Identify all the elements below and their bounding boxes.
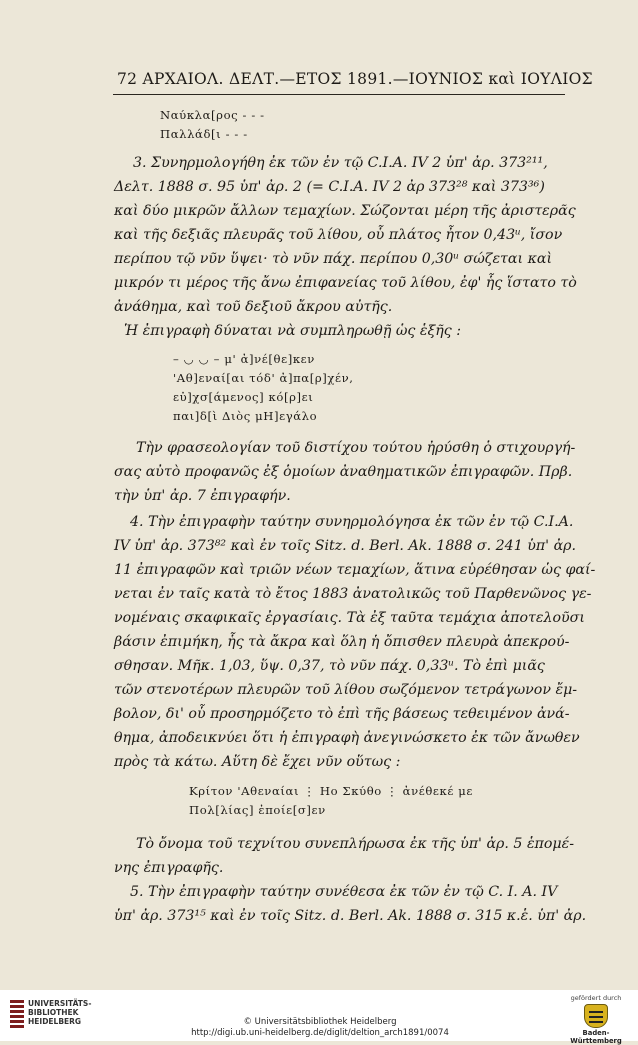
text-line: πρὸς τὰ κάτω. Αὕτη δὲ ἔχει νῦν οὕτως : bbox=[114, 754, 401, 770]
inscription-line: Πολ[λίας] ἐποίε[σ]εν bbox=[189, 803, 326, 817]
text-line: μικρόν τι μέρος τῆς ἄνω ἐπιφανείας τοῦ λίθου, ἐφ' ἧς ἵστατο τὸ bbox=[114, 275, 577, 291]
library-logo bbox=[10, 996, 98, 1036]
copyright-notice: © Universitätsbibliothek Heidelberg bbox=[243, 1017, 397, 1027]
text-line: καὶ τῆς δεξιᾶς πλευρᾶς τοῦ λίθου, οὗ πλάτος ἦτον 0,43ᵘ, ἴσον bbox=[114, 227, 563, 243]
digitization-footer bbox=[0, 990, 638, 1045]
library-name-line: HEIDELBERG bbox=[28, 1017, 82, 1026]
text-line: βάσιν ἐπιμήκη, ἧς τὰ ἄκρα καὶ ὅλη ἡ ὄπισθεν πλευρὰ ἀπεκρού- bbox=[114, 634, 570, 650]
inscription-line: Παλλάδ[ι - - - bbox=[160, 127, 248, 141]
text-line: θημα, ἀποδεικνύει ὅτι ἡ ἐπιγραφὴ ἀνεγινώσκετο ἐκ τῶν ἄνωθεν bbox=[114, 730, 580, 746]
inscription-line: παι]δ[ὶ Διὸς μΗ]εγάλο bbox=[173, 409, 318, 423]
state-crest-icon bbox=[584, 1004, 608, 1028]
inscription-line: – ◡ ◡ – μ' ἀ]νέ[θε]κεν bbox=[173, 352, 315, 366]
text-line: βολον, δι' οὗ προσηρμόζετο τὸ ἐπὶ τῆς βάσεως τεθειμένον ἀνά- bbox=[114, 706, 570, 722]
text-line: Ἡ ἐπιγραφὴ δύναται νὰ συμπληρωθῇ ὡς ἑξῆς : bbox=[124, 323, 462, 339]
sponsor-logo bbox=[558, 994, 634, 1045]
text-line: ἀνάθημα, καὶ τοῦ δεξιοῦ ἄκρου αὐτῆς. bbox=[114, 299, 393, 315]
text-line: σθησαν. Μῆκ. 1,03, ὕψ. 0,37, τὸ νῦν πάχ. 0,33ᵘ. Τὸ ἐπὶ μιᾶς bbox=[114, 658, 545, 674]
permalink[interactable]: http://digi.ub.uni-heidelberg.de/diglit/deltion_arch1891/0074 bbox=[191, 1028, 449, 1038]
text-line: IV ὑπ' ἀρ. 373⁸² καὶ ἐν τοῖς Sitz. d. Berl. Ak. 1888 σ. 241 ὑπ' ἀρ. bbox=[114, 538, 577, 554]
inscription-line: Ναύκλα[ρος - - - bbox=[160, 108, 265, 122]
text-line: 11 ἐπιγραφῶν καὶ τριῶν νέων τεμαχίων, ἅτινα εὑρέθησαν ὡς φαί- bbox=[114, 562, 596, 578]
text-line: νεται ἐν ταῖς κατὰ τὸ ἔτος 1883 ἀνατολικῶς τοῦ Παρθενῶνος γε- bbox=[114, 586, 592, 602]
text-line: Δελτ. 1888 σ. 95 ὑπ' ἀρ. 2 (= C.I.A. IV 2 ἀρ 373²⁸ καὶ 373³⁶) bbox=[114, 179, 545, 195]
text-line: νης ἐπιγραφῆς. bbox=[114, 860, 224, 876]
text-line: Τὸ ὄνομα τοῦ τεχνίτου συνεπλήρωσα ἐκ τῆς ὑπ' ἀρ. 5 ἑπομέ- bbox=[136, 836, 575, 852]
funded-by-label: gefördert durch bbox=[570, 994, 622, 1002]
text-line: 3. Συνηρμολογήθη ἐκ τῶν ἐν τῷ C.I.A. IV 2 ὑπ' ἀρ. 373²¹¹, bbox=[133, 155, 548, 171]
text-line: 5. Τὴν ἐπιγραφὴν ταύτην συνέθεσα ἐκ τῶν ἐν τῷ C. I. A. IV bbox=[130, 884, 558, 900]
text-line: σας αὐτὸ προφανῶς ἐξ ὁμοίων ἀναθηματικῶν ἐπιγραφῶν. Πρβ. bbox=[114, 464, 573, 480]
library-logo-icon bbox=[10, 1000, 24, 1030]
library-name-line: UNIVERSITÄTS- bbox=[28, 999, 92, 1008]
text-line: Τὴν φρασεολογίαν τοῦ διστίχου τούτου ἠρύσθη ὁ στιχουργή- bbox=[136, 440, 576, 456]
text-line: ὑπ' ἀρ. 373¹⁵ καὶ ἐν τοῖς Sitz. d. Berl. Ak. 1888 σ. 315 κ.ἑ. ὑπ' ἀρ. bbox=[114, 908, 587, 924]
text-line: τῶν στενοτέρων πλευρῶν τοῦ λίθου σωζόμενον τετράγωνον ἔμ- bbox=[114, 682, 578, 698]
text-line: τὴν ὑπ' ἀρ. 7 ἐπιγραφήν. bbox=[114, 488, 291, 504]
text-line: καὶ δύο μικρῶν ἄλλων τεμαχίων. Σώζονται μέρη τῆς ἀριστερᾶς bbox=[114, 203, 576, 219]
library-name-line: BIBLIOTHEK bbox=[28, 1008, 79, 1017]
running-header: 72 ΑΡΧΑΙΟΛ. ΔΕΛΤ.—ΕΤΟΣ 1891.—ΙΟΥΝΙΟΣ καὶ ΙΟΥΛΙΟΣ bbox=[117, 70, 593, 88]
inscription-line: 'Αθ]εναί[αι τόδ' ἀ]πα[ρ]χέν, bbox=[173, 371, 354, 385]
inscription-line: Κρίτον 'Αθεναίαι ⋮ Ηο Σκύθο ⋮ ἀνέθεκέ με bbox=[189, 784, 473, 798]
text-line: νομέναις σκαφικαῖς ἐργασίαις. Τὰ ἐξ ταῦτα τεμάχια ἀποτελοῦσι bbox=[114, 610, 585, 626]
sponsor-name: Baden-Württemberg bbox=[570, 1029, 622, 1045]
text-line: περίπου τῷ νῦν ὕψει· τὸ νῦν πάχ. περίπου 0,30ᵘ σώζεται καὶ bbox=[114, 251, 553, 267]
inscription-line: εὐ]χσ[άμενος] κό[ρ]ει bbox=[173, 390, 314, 404]
header-rule bbox=[113, 94, 565, 95]
text-line: 4. Τὴν ἐπιγραφὴν ταύτην συνηρμολόγησα ἐκ τῶν ἐν τῷ C.I.A. bbox=[130, 514, 574, 530]
